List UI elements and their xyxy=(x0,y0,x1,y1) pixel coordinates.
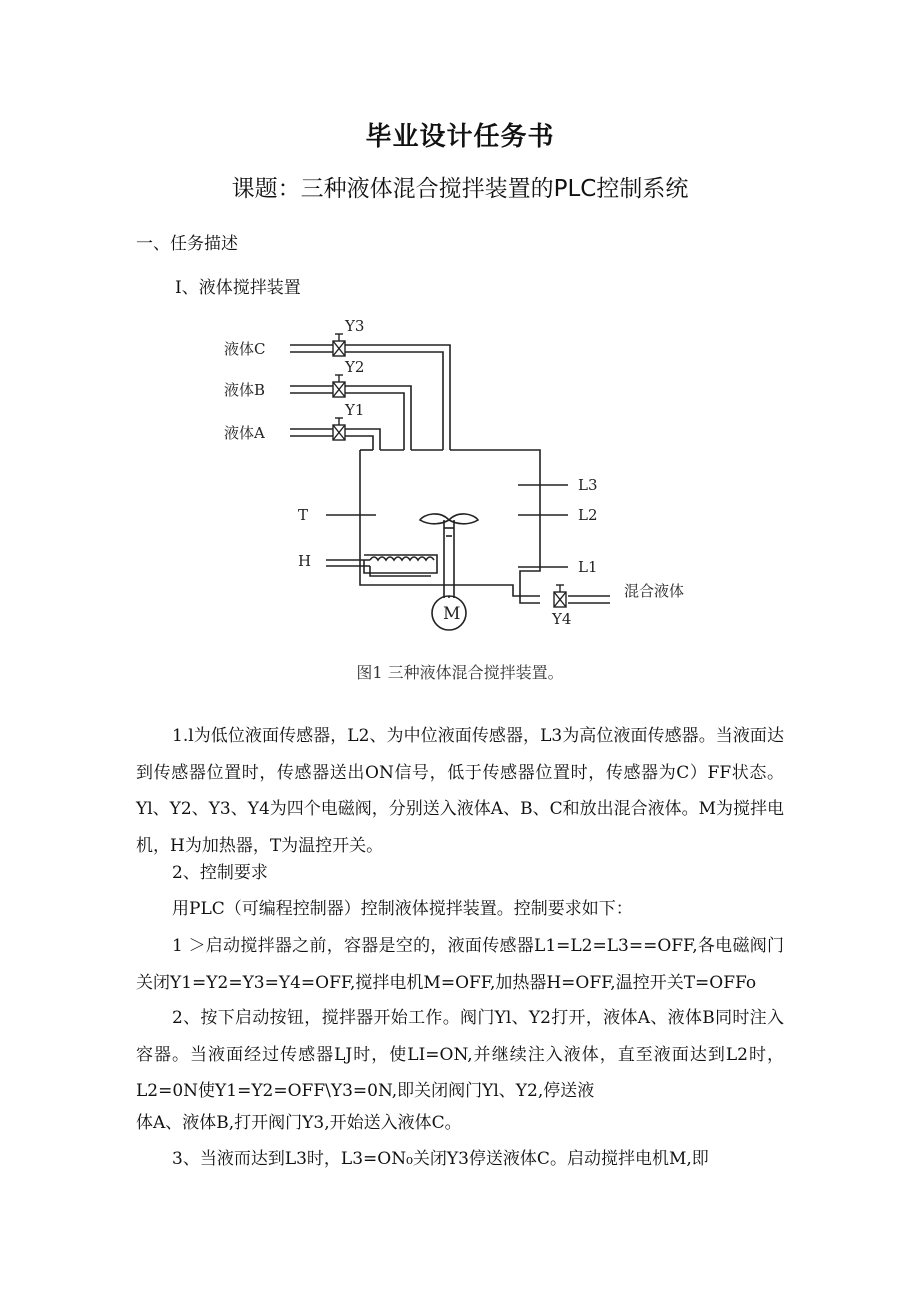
label-t: T xyxy=(298,506,309,524)
subject-line: 课题：三种液体混合搅拌装置的PLC控制系统 xyxy=(231,176,689,202)
paragraph-control-intro: 用PLC（可编程控制器）控制液体搅拌装置。控制要求如下： xyxy=(172,899,633,919)
paragraph-sensor-description: 1.l为低位液面传感器，L2、为中位液面传感器，L3为高位液面传感器。当液面达到传感器位置时，传感器送出ON信号，低于传感器位置时，传感器为C）FF状态。Yl、Y2、Y3、Y4为四个电磁阀，分别送入液体A、B、C和放出混合液体。M为搅拌电机，H为加热器，T为温控开关。 xyxy=(136,726,784,856)
label-liquid-a: 液体A xyxy=(224,424,265,442)
label-y2: Y2 xyxy=(345,358,365,376)
label-y1: Y1 xyxy=(345,401,365,419)
section-heading: 一、任务描述 xyxy=(136,234,238,254)
label-l1: L1 xyxy=(578,558,598,576)
valve-y1-icon xyxy=(333,418,345,440)
valve-y4-icon xyxy=(554,585,566,607)
label-liquid-c: 液体C xyxy=(224,340,266,358)
valve-y2-icon xyxy=(333,375,345,397)
requirement-3: 3、当液而达到L3时，L3=ON₀关闭Y3停送液体C。启动搅拌电机M,即 xyxy=(172,1149,709,1169)
valve-y3-icon xyxy=(333,334,345,356)
label-mixed-liquid: 混合液体 xyxy=(624,582,685,600)
label-l2: L2 xyxy=(578,506,598,524)
requirement-2-continued: 体A、液体B,打开阀门Y3,开始送入液体C。 xyxy=(136,1113,462,1133)
subsection-heading: I、液体搅拌装置 xyxy=(175,278,301,298)
label-liquid-b: 液体B xyxy=(224,381,266,399)
control-requirements-heading: 2、控制要求 xyxy=(172,863,268,883)
label-h: H xyxy=(298,552,312,570)
label-y4: Y4 xyxy=(552,610,572,628)
label-motor: M xyxy=(443,604,461,624)
figure-caption: 图1 三种液体混合搅拌装置。 xyxy=(356,663,564,682)
label-y3: Y3 xyxy=(345,317,365,335)
requirement-2: 2、按下启动按钮，搅拌器开始工作。阀门Yl、Y2打开，液体A、液体B同时注入容器。当液面经过传感器LJ时，使LI=ON,并继续注入液体，直至液面达到L2时，L2=0N使Y1=Y2=OFF\Y3=0N,即关闭阀门Yl、Y2,停送液 xyxy=(136,1008,784,1101)
label-l3: L3 xyxy=(578,476,598,494)
document-title: 毕业设计任务书 xyxy=(365,122,555,152)
requirement-1: 1 ＞启动搅拌器之前，容器是空的，液面传感器L1=L2=L3==OFF,各电磁阀门关闭Y1=Y2=Y3=Y4=OFF,搅拌电机M=OFF,加热器H=OFF,温控开关T=OFFo xyxy=(136,936,784,993)
